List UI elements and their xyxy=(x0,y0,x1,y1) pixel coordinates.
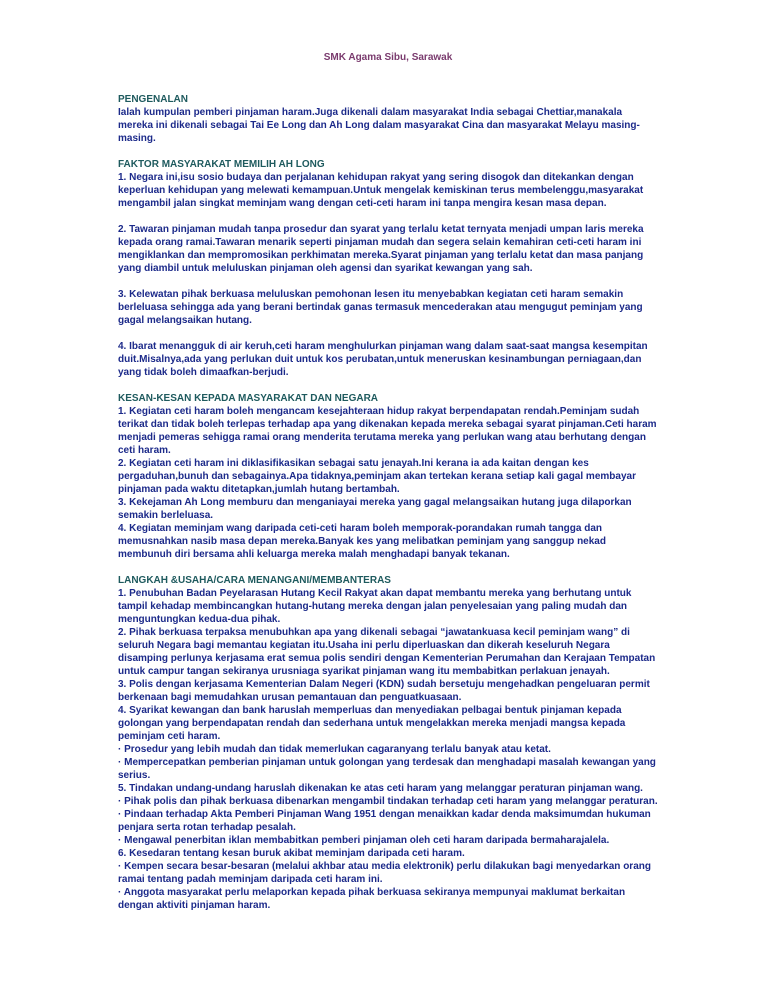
paragraph: 5. Tindakan undang-undang haruslah dikenakan ke atas ceti haram yang melanggar peraturan pinjaman wang. xyxy=(118,783,643,794)
bullet-item: · Pindaan terhadap Akta Pemberi Pinjaman Wang 1951 dengan menaikkan kadar denda maksimumdan hukuman penjara serta rotan terhadap pesalah. xyxy=(118,809,651,833)
paragraph: 2. Tawaran pinjaman mudah tanpa prosedur dan syarat yang terlalu ketat ternyata menjadi umpan laris mereka kepada orang ramai.Tawaran menarik seperti pinjaman mudah dan segera selain kemahiran ceti-ceti haram ini mengiklankan dan mempromosikan perkhimatan mereka.Syarat pinjaman yang terlalu ketat dan masa panjang yang diambil untuk meluluskan pinjaman oleh agensi dan syarikat kewangan yang sah. xyxy=(118,224,644,274)
section-faktor xyxy=(118,158,658,379)
paragraph: 1. Kegiatan ceti haram boleh mengancam kesejahteraan hidup rakyat berpendapatan rendah.Peminjam sudah terikat dan tidak boleh terlepas terhadap apa yang dikenakan kepada mereka sebagai syarat pinjaman.Ceti haram menjadi pemeras sehigga ramai orang menderita terutama mereka yang perlukan wang atau berhutang dengan ceti haram. xyxy=(118,406,657,456)
paragraph: 3. Kekejaman Ah Long memburu dan menganiayai mereka yang gagal melangsaikan hutang juga dilaporkan semakin berleluasa. xyxy=(118,497,632,521)
section-langkah xyxy=(118,574,658,912)
section-heading: LANGKAH &USAHA/CARA MENANGANI/MEMBANTERAS xyxy=(118,575,391,586)
paragraph: 4. Kegiatan meminjam wang daripada ceti-ceti haram boleh memporak-porandakan rumah tangga dan memusnahkan nasib masa depan mereka.Banyak kes yang melibatkan peminjam yang sanggup nekad membunuh diri bersama ahli keluarga mereka malah menghadapi banyak tekanan. xyxy=(118,523,606,560)
bullet-item: · Prosedur yang lebih mudah dan tidak memerlukan cagaranyang terlalu banyak atau ketat. xyxy=(118,744,551,755)
paragraph: 4. Syarikat kewangan dan bank haruslah memperluas dan menyediakan pelbagai bentuk pinjaman kepada golongan yang berpendapatan rendah dan sederhana untuk mengelakkan mereka menjadi mangsa kepada peminjam ceti haram. xyxy=(118,705,626,742)
section-heading: PENGENALAN xyxy=(118,94,189,105)
paragraph: 2. Pihak berkuasa terpaksa menubuhkan apa yang dikenali sebagai “jawatankuasa kecil peminjam wang” di seluruh Negara bagi memantau kegiatan itu.Usaha ini perlu diperluaskan dan dikerah keseluruh Negara disamping perlunya kerjasama erat semua polis sendiri dengan Kementerian Perumahan dan Kerajaan Tempatan untuk campur tangan sekiranya urusniaga syarikat pinjaman wang itu membabitkan perlakuan jenayah. xyxy=(118,627,656,677)
paragraph: 3. Kelewatan pihak berkuasa meluluskan pemohonan lesen itu menyebabkan kegiatan ceti haram semakin berleluasa sehingga ada yang berani bertindak ganas termasuk mencederakan atau mengugut peminjam yang gagal melangsaikan hutang. xyxy=(118,289,643,326)
bullet-item: · Kempen secara besar-besaran (melalui akhbar atau media elektronik) perlu dilakukan bagi menyedarkan orang ramai tentang padah meminjam daripada ceti haram ini. xyxy=(118,861,651,885)
paragraph: Ialah kumpulan pemberi pinjaman haram.Juga dikenali dalam masyarakat India sebagai Chettiar,manakala mereka ini dikenali sebagai Tai Ee Long dan Ah Long dalam masyarakat Cina dan masyarakat Melayu masing-masing. xyxy=(118,107,640,144)
bullet-item: · Mengawal penerbitan iklan membabitkan pemberi pinjaman oleh ceti haram daripada bermaharajalela. xyxy=(118,835,610,846)
school-header: SMK Agama Sibu, Sarawak xyxy=(323,52,453,63)
bullet-item: · Pihak polis dan pihak berkuasa dibenarkan mengambil tindakan terhadap ceti haram yang melanggar peraturan. xyxy=(118,796,658,807)
section-kesan xyxy=(118,392,658,561)
bullet-item: · Anggota masyarakat perlu melaporkan kepada pihak berkuasa sekiranya mempunyai maklumat berkaitan dengan aktiviti pinjaman haram. xyxy=(118,887,626,911)
section-heading: KESAN-KESAN KEPADA MASYARAKAT DAN NEGARA xyxy=(118,393,379,404)
section-heading: FAKTOR MASYARAKAT MEMILIH AH LONG xyxy=(118,159,325,170)
paragraph: 6. Kesedaran tentang kesan buruk akibat meminjam daripada ceti haram. xyxy=(118,848,465,859)
bullet-item: · Mempercepatkan pemberian pinjaman untuk golongan yang terdesak dan menghadapi masalah kewangan yang serius. xyxy=(118,757,656,781)
paragraph: 3. Polis dengan kerjasama Kementerian Dalam Negeri (KDN) sudah bersetuju mengehadkan pengeluaran permit berkenaan bagi memudahkan urusan pemantauan dan penguatkuasaan. xyxy=(118,679,650,703)
paragraph: 2. Kegiatan ceti haram ini diklasifikasikan sebagai satu jenayah.Ini kerana ia ada kaitan dengan kes pergaduhan,bunuh dan sebagainya.Apa tidaknya,peminjam akan tertekan kerana setiap kali gagal membayar pinjaman pada waktu ditetapkan,jumlah hutang bertambah. xyxy=(118,458,636,495)
section-pengenalan xyxy=(118,93,658,145)
paragraph: 4. Ibarat menangguk di air keruh,ceti haram menghulurkan pinjaman wang dalam saat-saat mangsa kesempitan duit.Misalnya,ada yang perlukan duit untuk kos perubatan,untuk meneruskan kesinambungan perniagaan,dan yang tidak boleh dimaafkan-berjudi. xyxy=(118,341,648,378)
paragraph: 1. Penubuhan Badan Peyelarasan Hutang Kecil Rakyat akan dapat membantu mereka yang berhutang untuk tampil kehadap membincangkan hutang-hutang mereka dengan jalan penyelesaian yang paling mudah dan menguntungkan kedua-dua pihak. xyxy=(118,588,632,625)
paragraph: 1. Negara ini,isu sosio budaya dan perjalanan kehidupan rakyat yang sering disogok dan ditekankan dengan keperluan kehidupan yang melewati kemampuan.Untuk mengelak kemiskinan terus membelenggu,masyarakat mengambil jalan singkat meminjam wang dengan ceti-ceti haram ini tanpa mengira kesan masa depan. xyxy=(118,172,644,209)
